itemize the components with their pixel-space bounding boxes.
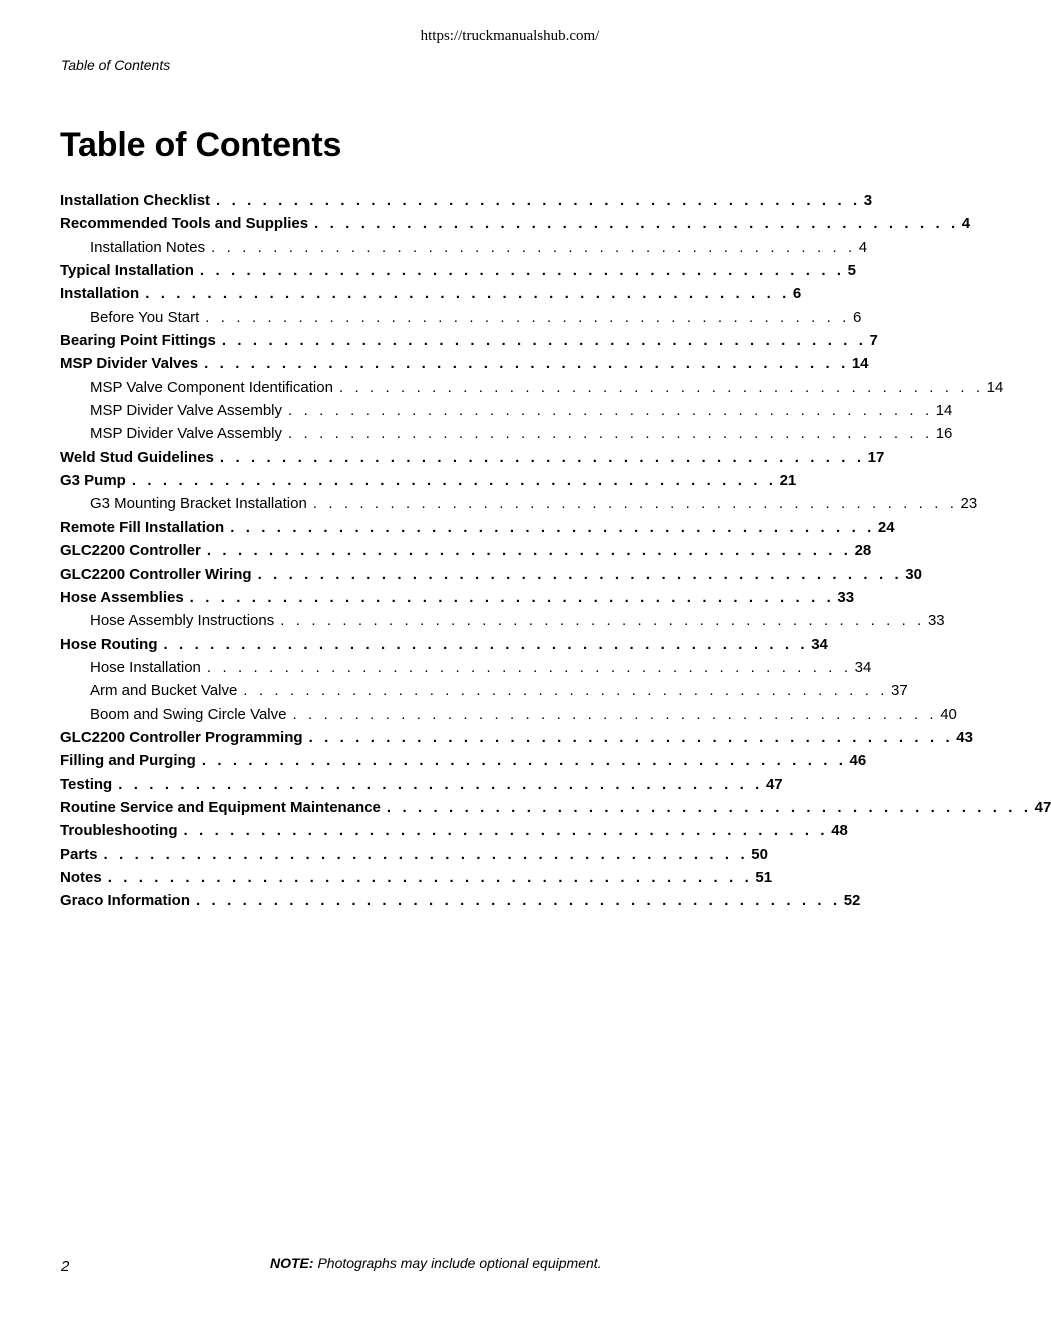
toc-entry-page: 6: [792, 285, 802, 303]
toc-entry-title: Hose Installation: [90, 658, 201, 676]
toc-entry[interactable]: [60, 236, 868, 259]
toc-entry-title: MSP Divider Valve Assembly: [90, 425, 283, 443]
toc-dot-leader: . . . . . . . . . . . . . . . . . . . . . . . . . . . . . . . . . . . . . . . . . .: [216, 192, 861, 209]
toc-entry-title: G3 Mounting Bracket Installation: [90, 495, 307, 513]
toc-dot-leader: . . . . . . . . . . . . . . . . . . . . . . . . . . . . . . . . . . . . . . . . . .: [201, 752, 847, 770]
toc-dot-leader: . . . . . . . . . . . . . . . . . . . . . . . . . . . . . . . . . . . . . . . . . .: [221, 332, 867, 350]
toc-entry[interactable]: [60, 469, 797, 492]
toc-entry[interactable]: [60, 609, 945, 632]
toc-entry-page: 3: [863, 192, 873, 209]
page-number: 2: [61, 1258, 70, 1275]
toc-entry-page: 24: [877, 518, 895, 536]
toc-dot-leader: . . . . . . . . . . . . . . . . . . . . . . . . . . . . . . . . . . . . . . . . . .: [118, 775, 763, 793]
note-text: Photographs may include optional equipment.: [313, 1255, 602, 1271]
toc-entry[interactable]: [60, 819, 848, 842]
toc-entry-title: GLC2200 Controller: [60, 542, 201, 560]
toc-entry-page: 51: [755, 868, 773, 886]
toc-entry-page: 5: [847, 262, 856, 280]
toc-entry[interactable]: [60, 633, 828, 656]
footer-note: [270, 1255, 602, 1271]
toc-entry[interactable]: [60, 212, 971, 235]
toc-entry-page: 50: [751, 845, 768, 863]
toc-entry-title: MSP Valve Component Identification: [90, 378, 333, 396]
toc-entry[interactable]: [60, 563, 922, 586]
toc-entry-page: 14: [986, 378, 1004, 396]
toc-dot-leader: . . . . . . . . . . . . . . . . . . . . . . . . . . . . . . . . . . . . . . . . . .: [338, 378, 984, 396]
toc-entry[interactable]: [60, 539, 872, 562]
toc-dot-leader: . . . . . . . . . . . . . . . . . . . . . . . . . . . . . . . . . . . . . . . . . .: [107, 868, 753, 886]
toc-dot-leader: . . . . . . . . . . . . . . . . . . . . . . . . . . . . . . . . . . . . . . . . . .: [205, 308, 850, 326]
toc-dot-leader: . . . . . . . . . . . . . . . . . . . . . . . . . . . . . . . . . . . . . . . . . .: [204, 355, 849, 373]
toc-dot-leader: . . . . . . . . . . . . . . . . . . . . . . . . . . . . . . . . . . . . . . . . . .: [280, 612, 925, 630]
toc-dot-leader: . . . . . . . . . . . . . . . . . . . . . . . . . . . . . . . . . . . . . . . . . .: [288, 402, 933, 420]
toc-entry[interactable]: [60, 679, 908, 702]
toc-entry-page: 17: [867, 448, 885, 466]
toc-entry-page: 48: [831, 822, 848, 840]
toc-entry-title: Notes: [60, 868, 102, 886]
toc-entry-title: G3 Pump: [60, 472, 126, 490]
toc-entry-title: Installation Checklist: [60, 192, 211, 209]
toc-entry-title: Troubleshooting: [60, 822, 178, 840]
toc-entry[interactable]: [60, 282, 802, 305]
running-header: Table of Contents: [61, 57, 171, 73]
toc-entry-title: Remote Fill Installation: [60, 518, 225, 536]
toc-entry-title: Hose Assembly Instructions: [90, 612, 275, 630]
toc-entry[interactable]: [60, 446, 885, 469]
toc-entry-title: Filling and Purging: [60, 752, 196, 770]
toc-dot-leader: . . . . . . . . . . . . . . . . . . . . . . . . . . . . . . . . . . . . . . . . . .: [292, 705, 938, 723]
toc-dot-leader: . . . . . . . . . . . . . . . . . . . . . . . . . . . . . . . . . . . . . . . . . .: [211, 238, 856, 256]
toc-entry-title: Installation Notes: [90, 238, 206, 256]
toc-entry-page: 46: [849, 752, 867, 770]
toc-entry[interactable]: [60, 399, 953, 422]
toc-dot-leader: . . . . . . . . . . . . . . . . . . . . . . . . . . . . . . . . . . . . . . . . . .: [386, 798, 1032, 816]
toc-entry[interactable]: [60, 843, 768, 866]
toc-entry-page: 28: [854, 542, 872, 560]
toc-entry-page: 34: [854, 658, 872, 676]
toc-entry-title: MSP Divider Valves: [60, 355, 199, 373]
toc-dot-leader: . . . . . . . . . . . . . . . . . . . . . . . . . . . . . . . . . . . . . . . . . .: [163, 635, 809, 653]
toc-entry-page: 33: [927, 612, 945, 630]
toc-dot-leader: . . . . . . . . . . . . . . . . . . . . . . . . . . . . . . . . . . . . . . . . . .: [230, 518, 875, 536]
toc-dot-leader: . . . . . . . . . . . . . . . . . . . . . . . . . . . . . . . . . . . . . . . . . .: [314, 215, 959, 233]
toc-entry-title: Hose Routing: [60, 635, 158, 653]
toc-entry[interactable]: [60, 329, 878, 352]
toc-entry-page: 47: [765, 775, 783, 793]
toc-dot-leader: . . . . . . . . . . . . . . . . . . . . . . . . . . . . . . . . . . . . . . . . . .: [243, 682, 888, 700]
toc-entry-title: Arm and Bucket Valve: [90, 682, 238, 700]
toc-entry[interactable]: [60, 749, 867, 772]
toc-entry-page: 21: [779, 472, 797, 490]
toc-dot-leader: . . . . . . . . . . . . . . . . . . . . . . . . . . . . . . . . . . . . . . . . . .: [288, 425, 933, 443]
toc-entry-page: 30: [905, 565, 922, 583]
toc-dot-leader: . . . . . . . . . . . . . . . . . . . . . . . . . . . . . . . . . . . . . . . . . .: [257, 565, 903, 583]
toc-entry-page: 4: [858, 238, 868, 256]
toc-dot-leader: . . . . . . . . . . . . . . . . . . . . . . . . . . . . . . . . . . . . . . . . . .: [103, 845, 749, 863]
toc-entry-title: Testing: [60, 775, 113, 793]
toc-dot-leader: . . . . . . . . . . . . . . . . . . . . . . . . . . . . . . . . . . . . . . . . . .: [219, 448, 865, 466]
toc-entry-title: GLC2200 Controller Wiring: [60, 565, 252, 583]
toc-entry[interactable]: [60, 376, 1004, 399]
toc-entry[interactable]: [60, 703, 957, 726]
toc-entry-page: 40: [940, 705, 957, 723]
toc-dot-leader: . . . . . . . . . . . . . . . . . . . . . . . . . . . . . . . . . . . . . . . . . .: [196, 892, 841, 910]
toc-dot-leader: . . . . . . . . . . . . . . . . . . . . . . . . . . . . . . . . . . . . . . . . . .: [308, 728, 954, 746]
toc-entry[interactable]: [60, 796, 1051, 819]
toc-entry[interactable]: [60, 492, 978, 515]
toc-dot-leader: . . . . . . . . . . . . . . . . . . . . . . . . . . . . . . . . . . . . . . . . . .: [131, 472, 777, 490]
toc-entry-page: 4: [961, 215, 971, 233]
toc-entry-page: 43: [956, 728, 973, 746]
toc-entry-title: GLC2200 Controller Programming: [60, 728, 303, 746]
toc-entry-title: Routine Service and Equipment Maintenance: [60, 798, 381, 816]
toc-entry-title: Typical Installation: [60, 262, 194, 280]
toc-entry[interactable]: [60, 773, 783, 796]
toc-entry[interactable]: [60, 866, 773, 889]
toc-dot-leader: . . . . . . . . . . . . . . . . . . . . . . . . . . . . . . . . . . . . . . . . . .: [199, 262, 845, 280]
toc-entry[interactable]: [60, 422, 953, 445]
toc-entry-title: Bearing Point Fittings: [60, 332, 216, 350]
toc-entry[interactable]: [60, 656, 872, 679]
toc-entry-title: MSP Divider Valve Assembly: [90, 402, 283, 420]
toc-entry[interactable]: [60, 259, 856, 282]
toc-entry-page: 7: [869, 332, 878, 350]
toc-entry-page: 47: [1034, 798, 1051, 816]
toc-entry[interactable]: [60, 306, 862, 329]
toc-entry[interactable]: [60, 189, 873, 212]
note-label: NOTE:: [270, 1255, 314, 1271]
source-url: https://truckmanualshub.com/: [420, 28, 600, 44]
toc-entry-title: Installation: [60, 285, 140, 303]
toc-entry-page: 14: [851, 355, 869, 373]
toc-entry[interactable]: [60, 352, 869, 375]
toc-entry[interactable]: [60, 586, 855, 609]
toc-entry-page: 52: [843, 892, 861, 910]
toc-entry-page: 37: [891, 682, 908, 700]
toc-dot-leader: . . . . . . . . . . . . . . . . . . . . . . . . . . . . . . . . . . . . . . . . . .: [189, 588, 835, 606]
toc-dot-leader: . . . . . . . . . . . . . . . . . . . . . . . . . . . . . . . . . . . . . . . . . .: [206, 658, 852, 676]
toc-entry-title: Weld Stud Guidelines: [60, 448, 214, 466]
toc-dot-leader: . . . . . . . . . . . . . . . . . . . . . . . . . . . . . . . . . . . . . . . . . .: [206, 542, 852, 560]
toc-dot-leader: . . . . . . . . . . . . . . . . . . . . . . . . . . . . . . . . . . . . . . . . . .: [312, 495, 958, 513]
toc-entry[interactable]: [60, 516, 895, 539]
toc-entry-title: Graco Information: [60, 892, 191, 910]
toc-entry-title: Before You Start: [90, 308, 200, 326]
toc-entry-title: Recommended Tools and Supplies: [60, 215, 309, 233]
toc-entry-page: 6: [852, 308, 862, 326]
toc-entry[interactable]: [60, 889, 861, 912]
toc-entry-page: 16: [935, 425, 953, 443]
toc-entry[interactable]: [60, 726, 973, 749]
table-of-contents: [60, 189, 1051, 913]
toc-dot-leader: . . . . . . . . . . . . . . . . . . . . . . . . . . . . . . . . . . . . . . . . . .: [145, 285, 790, 303]
toc-entry-page: 14: [935, 402, 953, 420]
page-title: Table of Contents: [60, 126, 342, 164]
toc-entry-title: Parts: [60, 845, 98, 863]
toc-entry-page: 23: [960, 495, 978, 513]
toc-entry-title: Hose Assemblies: [60, 588, 184, 606]
toc-entry-page: 33: [837, 588, 855, 606]
toc-dot-leader: . . . . . . . . . . . . . . . . . . . . . . . . . . . . . . . . . . . . . . . . . .: [183, 822, 829, 840]
toc-entry-page: 34: [811, 635, 828, 653]
toc-entry-title: Boom and Swing Circle Valve: [90, 705, 287, 723]
